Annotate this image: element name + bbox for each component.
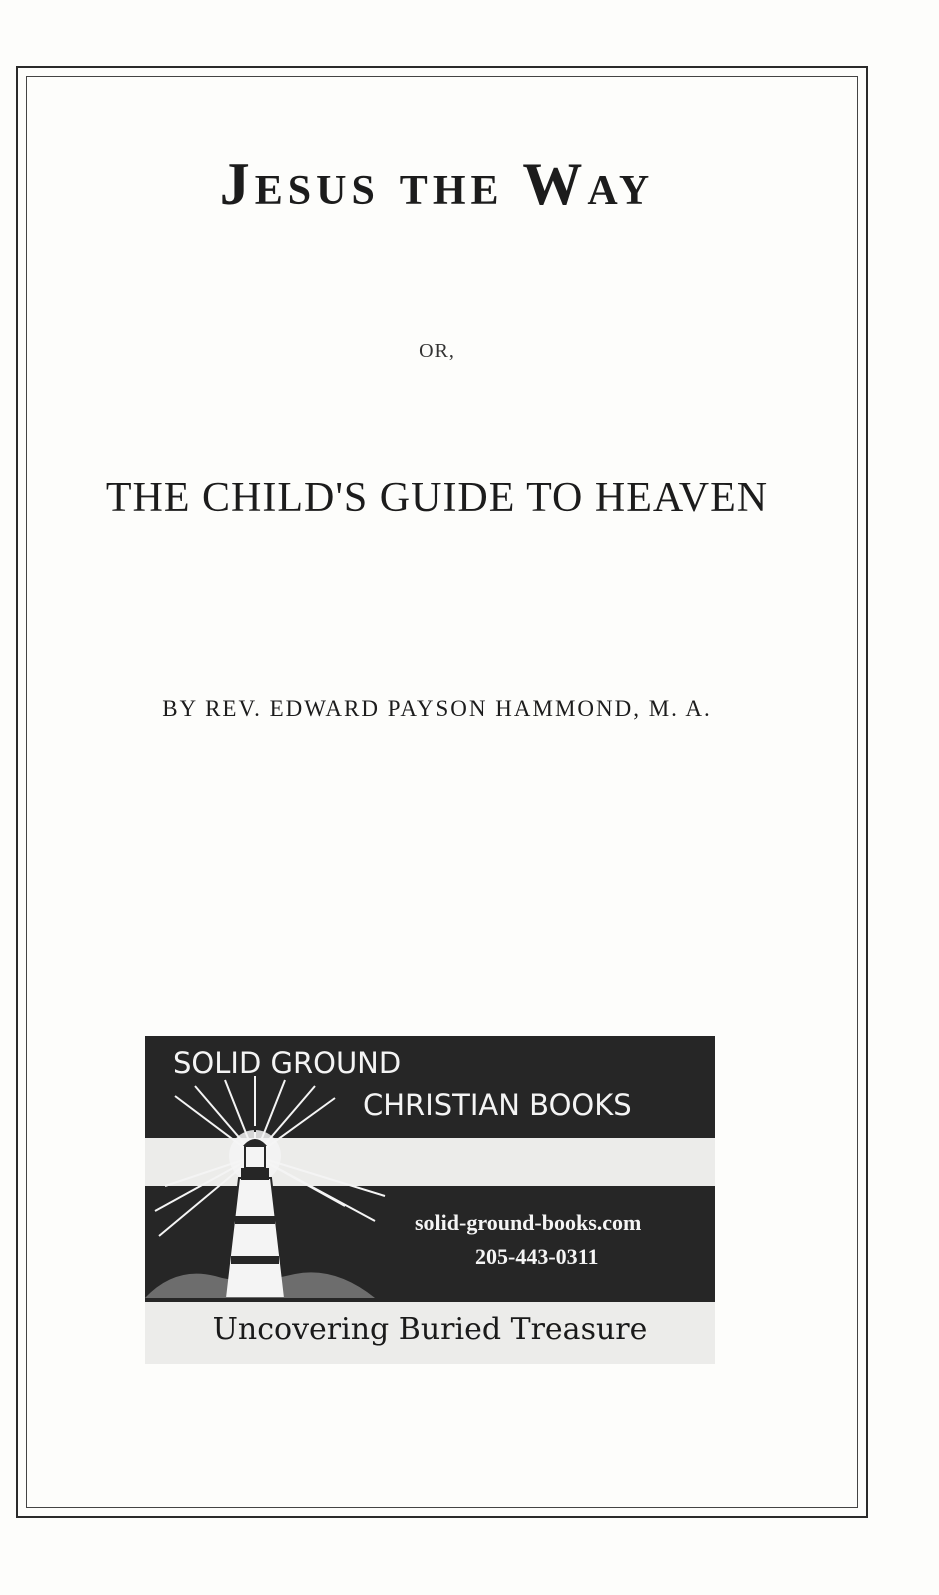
book-subtitle: THE CHILD'S GUIDE TO HEAVEN: [105, 475, 769, 521]
title-connector: OR,: [419, 340, 455, 362]
book-title: Jesus the Way: [219, 151, 655, 217]
logo-phone: 205-443-0311: [475, 1244, 599, 1269]
logo-line-2: CHRISTIAN BOOKS: [363, 1088, 632, 1122]
publisher-logo: [145, 1036, 715, 1364]
author-line: BY REV. EDWARD PAYSON HAMMOND, M. A.: [162, 696, 712, 721]
logo-website: solid-ground-books.com: [415, 1210, 642, 1235]
logo-line-1: SOLID GROUND: [173, 1046, 402, 1080]
logo-tagline: Uncovering Buried Treasure: [212, 1312, 648, 1347]
